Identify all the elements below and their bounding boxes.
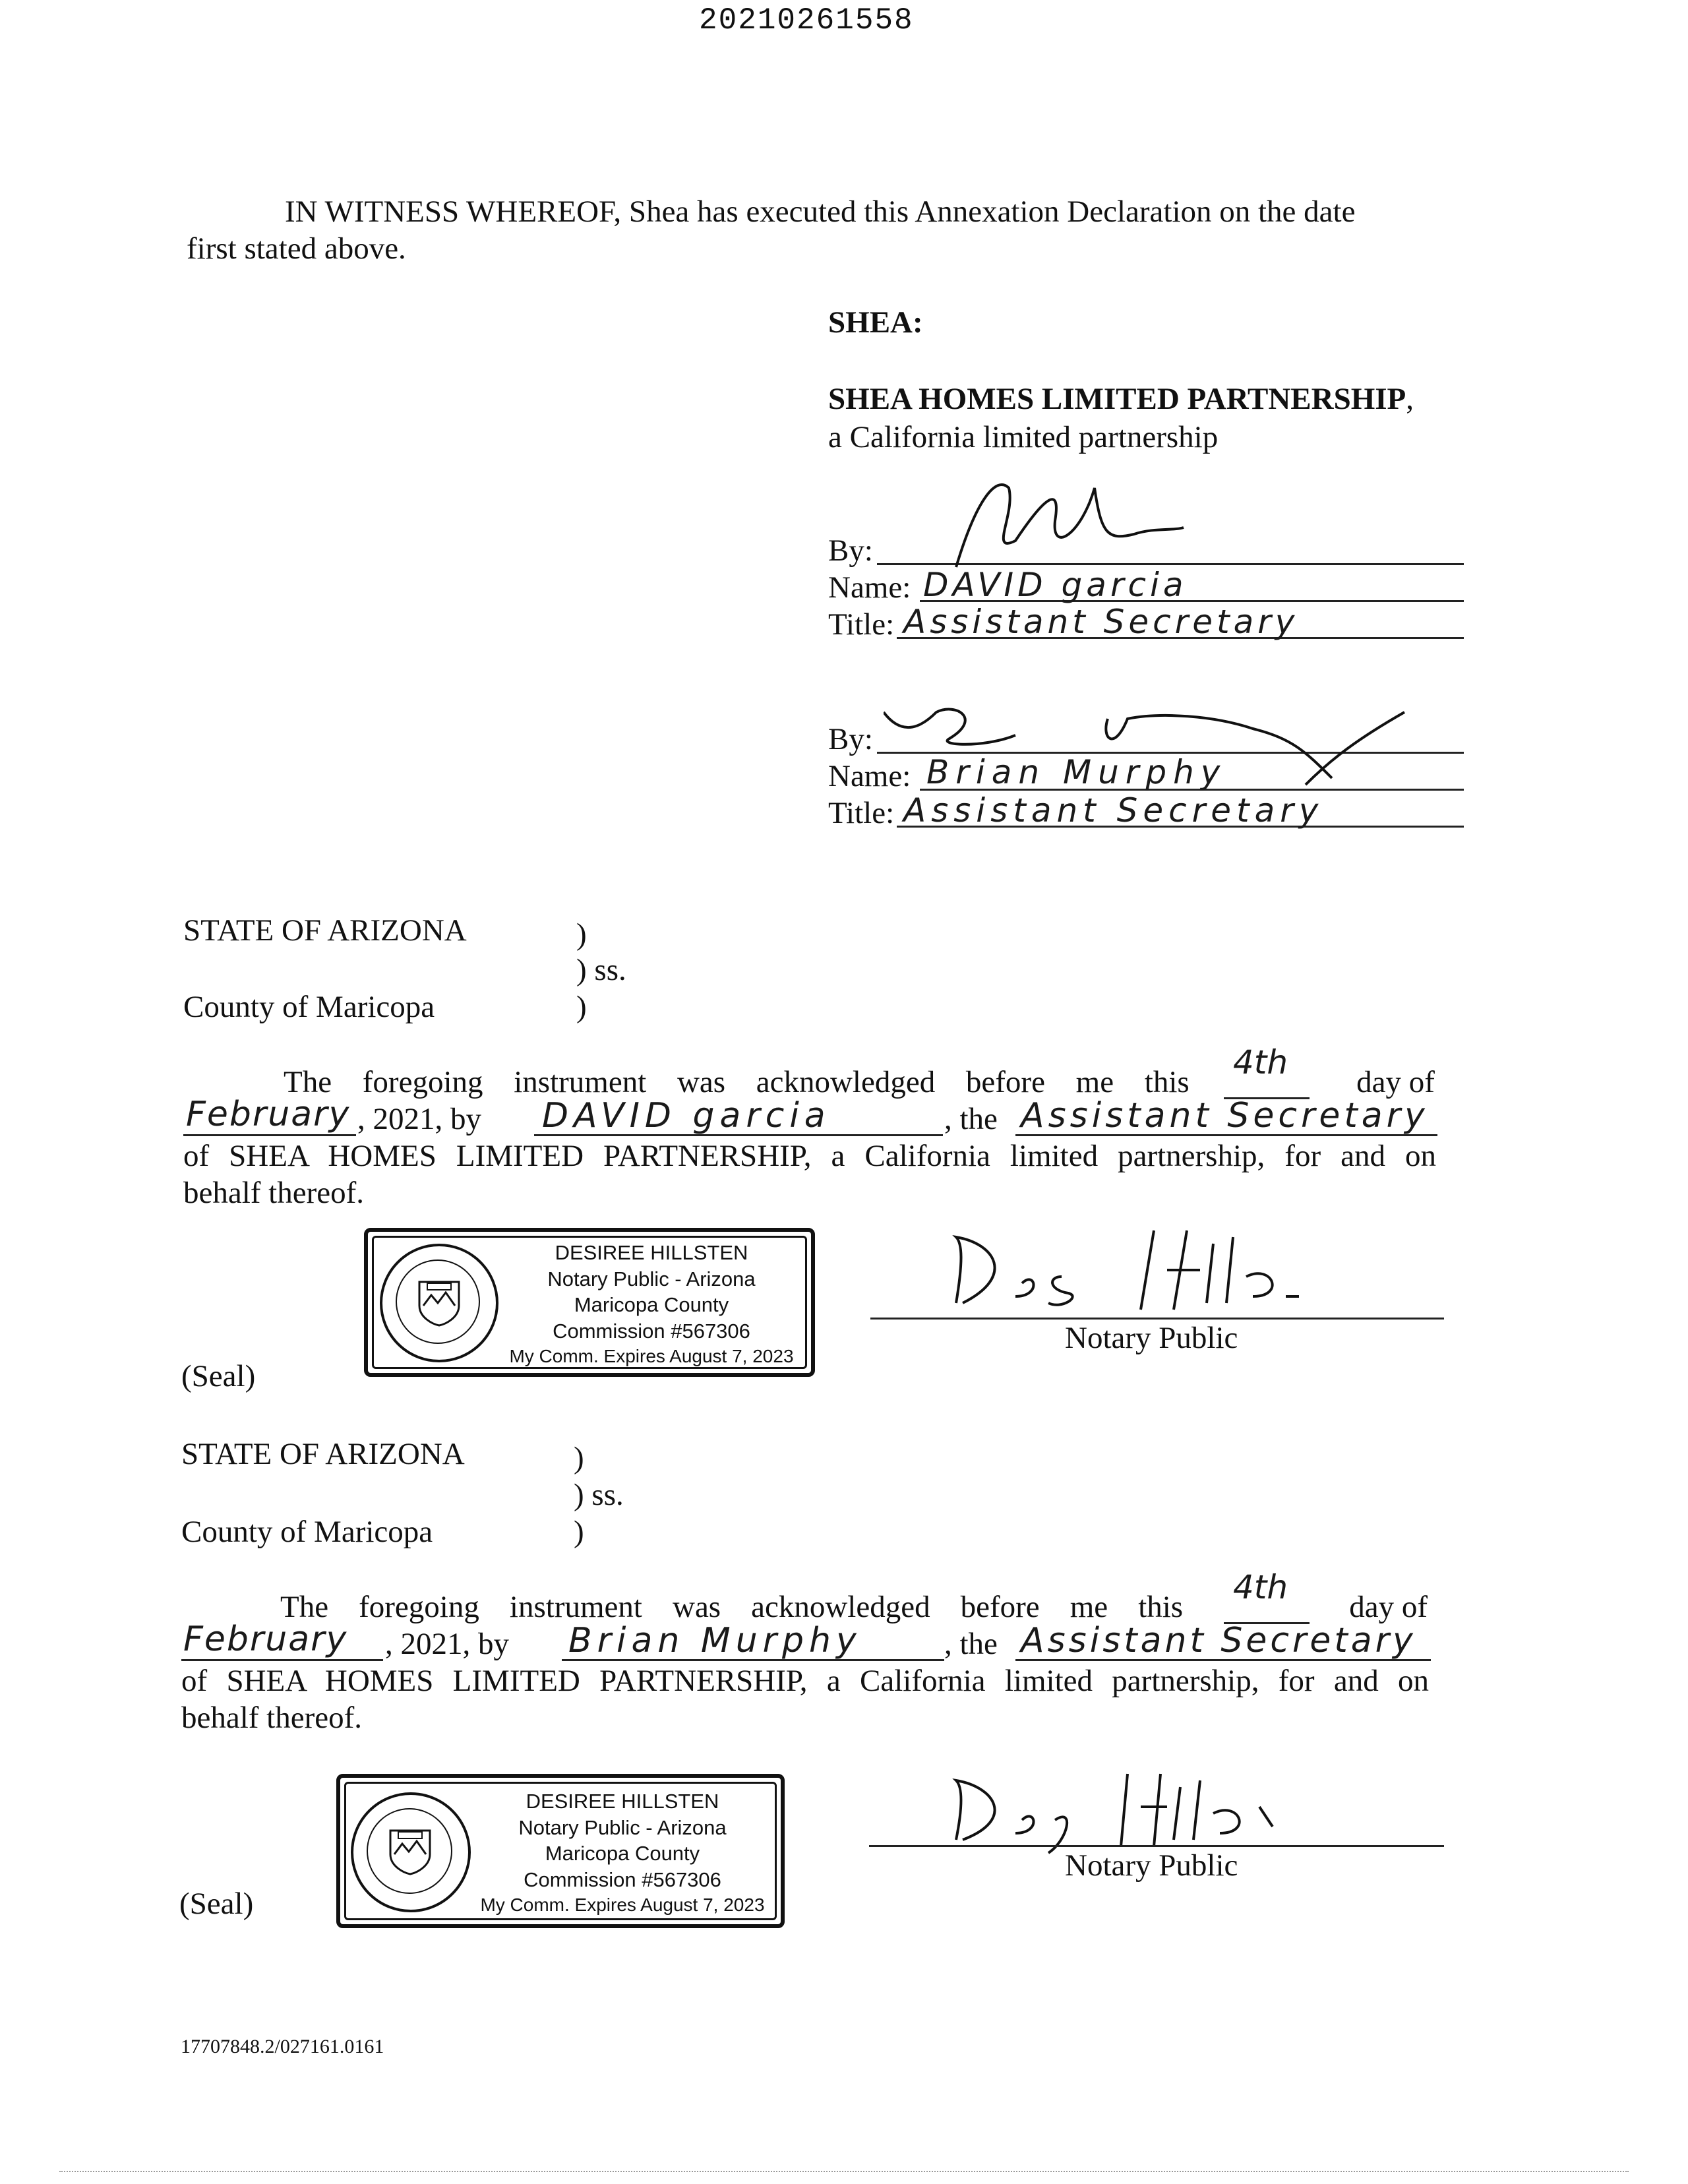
ack-word: this xyxy=(1144,1065,1190,1099)
document-reference: 17707848.2/027161.0161 xyxy=(181,2036,384,2057)
stamp-notary-name: DESIREE HILLSTEN xyxy=(526,1790,719,1813)
notary-2-county: County of Maricopa xyxy=(181,1515,433,1549)
signer-2-by-label: By: xyxy=(828,722,873,756)
notary-2-paren-1: ) xyxy=(574,1441,584,1475)
notary-1-seal-label: (Seal) xyxy=(181,1359,256,1393)
seal-shield-icon xyxy=(388,1828,433,1875)
shea-company-name: SHEA HOMES LIMITED PARTNERSHIP xyxy=(828,382,1406,416)
notary-2-state: STATE OF ARIZONA xyxy=(181,1437,465,1471)
ack-day-of: day of xyxy=(1349,1590,1428,1624)
ack-word: before xyxy=(965,1065,1045,1099)
notary-1-signature xyxy=(943,1224,1312,1323)
signer-2-name-label: Name: xyxy=(828,759,911,793)
signer-2-title-label: Title: xyxy=(828,796,895,830)
witness-line-1: IN WITNESS WHEREOF, Shea has executed this Annexation Declaration on the date xyxy=(285,195,1356,229)
stamp-expiry: My Comm. Expires August 7, 2023 xyxy=(509,1345,794,1366)
notary-1-paren-1: ) xyxy=(576,917,587,952)
signer-2-name-value: Brian Murphy xyxy=(926,753,1227,791)
notary-2-stamp-text xyxy=(471,1788,774,1917)
ack-word: foregoing xyxy=(362,1065,483,1099)
notary-1-stamp xyxy=(364,1228,815,1377)
ack-word: me xyxy=(1070,1590,1108,1624)
notary-1-role-value: Assistant Secretary xyxy=(1021,1096,1429,1136)
notary-1-day-value: 4th xyxy=(1233,1043,1288,1081)
state-seal-icon xyxy=(380,1244,498,1362)
ack-day-of: day of xyxy=(1356,1065,1435,1099)
shea-company-comma: , xyxy=(1406,382,1414,416)
notary-2-notary-public: Notary Public xyxy=(1065,1848,1238,1883)
document-number: 20210261558 xyxy=(699,3,914,38)
ack-word: this xyxy=(1138,1590,1184,1624)
notary-1-year-by: , 2021, by xyxy=(357,1102,481,1136)
stamp-expiry: My Comm. Expires August 7, 2023 xyxy=(480,1894,765,1915)
notary-1-the-label: , the xyxy=(944,1102,998,1136)
signer-1-by-label: By: xyxy=(828,533,873,568)
notary-2-person-value: Brian Murphy xyxy=(568,1621,862,1660)
ack-word: instrument xyxy=(509,1590,642,1624)
notary-2-signature-line xyxy=(869,1845,1444,1847)
notary-2-the-label: , the xyxy=(944,1627,998,1661)
scan-edge-line xyxy=(59,2171,1629,2172)
notary-2-paren-3: ) xyxy=(574,1515,584,1549)
stamp-notary-name: DESIREE HILLSTEN xyxy=(555,1241,748,1264)
notary-1-ss: ) ss. xyxy=(576,953,626,987)
ack-word: foregoing xyxy=(359,1590,479,1624)
notary-1-signature-line xyxy=(870,1318,1444,1320)
shea-company-desc: a California limited partnership xyxy=(828,420,1219,454)
shea-company-line xyxy=(828,381,1414,417)
stamp-county: Maricopa County xyxy=(574,1293,729,1317)
notary-2-ss: ) ss. xyxy=(574,1478,624,1512)
notary-2-day-value: 4th xyxy=(1233,1568,1288,1606)
witness-line-2: first stated above. xyxy=(187,231,406,266)
notary-1-state: STATE OF ARIZONA xyxy=(183,913,467,948)
seal-shield-icon xyxy=(417,1279,462,1327)
notary-1-paren-3: ) xyxy=(576,990,587,1024)
notary-2-seal-label: (Seal) xyxy=(179,1887,254,1921)
ack-word: was xyxy=(673,1590,721,1624)
stamp-notary-title: Notary Public - Arizona xyxy=(547,1267,756,1290)
signer-1-title-label: Title: xyxy=(828,607,895,642)
signer-1-name-value: DAVID garcia xyxy=(923,566,1188,604)
ack-word: acknowledged xyxy=(751,1590,930,1624)
notary-1-stamp-text xyxy=(500,1240,803,1368)
notary-1-month-value: February xyxy=(186,1095,351,1134)
notary-1-behalf: behalf thereof. xyxy=(183,1176,365,1210)
ack-word: instrument xyxy=(514,1065,647,1099)
stamp-commission: Commission #567306 xyxy=(553,1320,750,1343)
stamp-county: Maricopa County xyxy=(545,1842,700,1866)
ack-word: The xyxy=(280,1590,329,1624)
signer-1-signature xyxy=(936,462,1187,574)
signer-1-name-label: Name: xyxy=(828,570,911,605)
ack-word: acknowledged xyxy=(756,1065,936,1099)
stamp-notary-title: Notary Public - Arizona xyxy=(518,1815,727,1839)
signer-2-title-value: Assistant Secretary xyxy=(903,791,1324,830)
notary-2-stamp xyxy=(336,1774,785,1928)
ack-word: The xyxy=(284,1065,332,1099)
notary-1-county: County of Maricopa xyxy=(183,990,435,1024)
notary-1-person-value: DAVID garcia xyxy=(542,1096,831,1136)
notary-2-behalf: behalf thereof. xyxy=(181,1701,363,1735)
stamp-commission: Commission #567306 xyxy=(524,1868,721,1892)
ack-word: was xyxy=(677,1065,726,1099)
notary-2-of-line: of SHEA HOMES LIMITED PARTNERSHIP, a California limited partnership, for and on xyxy=(181,1664,1429,1698)
notary-2-role-value: Assistant Secretary xyxy=(1021,1621,1416,1660)
signer-1-title-value: Assistant Secretary xyxy=(903,603,1299,641)
state-seal-icon xyxy=(351,1792,471,1912)
notary-1-of-line: of SHEA HOMES LIMITED PARTNERSHIP, a California limited partnership, for and on xyxy=(183,1139,1436,1173)
ack-word: me xyxy=(1075,1065,1114,1099)
notary-2-year-by: , 2021, by xyxy=(385,1627,509,1661)
ack-word: before xyxy=(960,1590,1040,1624)
shea-heading: SHEA: xyxy=(828,305,923,340)
notary-1-notary-public: Notary Public xyxy=(1065,1321,1238,1355)
notary-2-month-value: February xyxy=(183,1620,348,1659)
